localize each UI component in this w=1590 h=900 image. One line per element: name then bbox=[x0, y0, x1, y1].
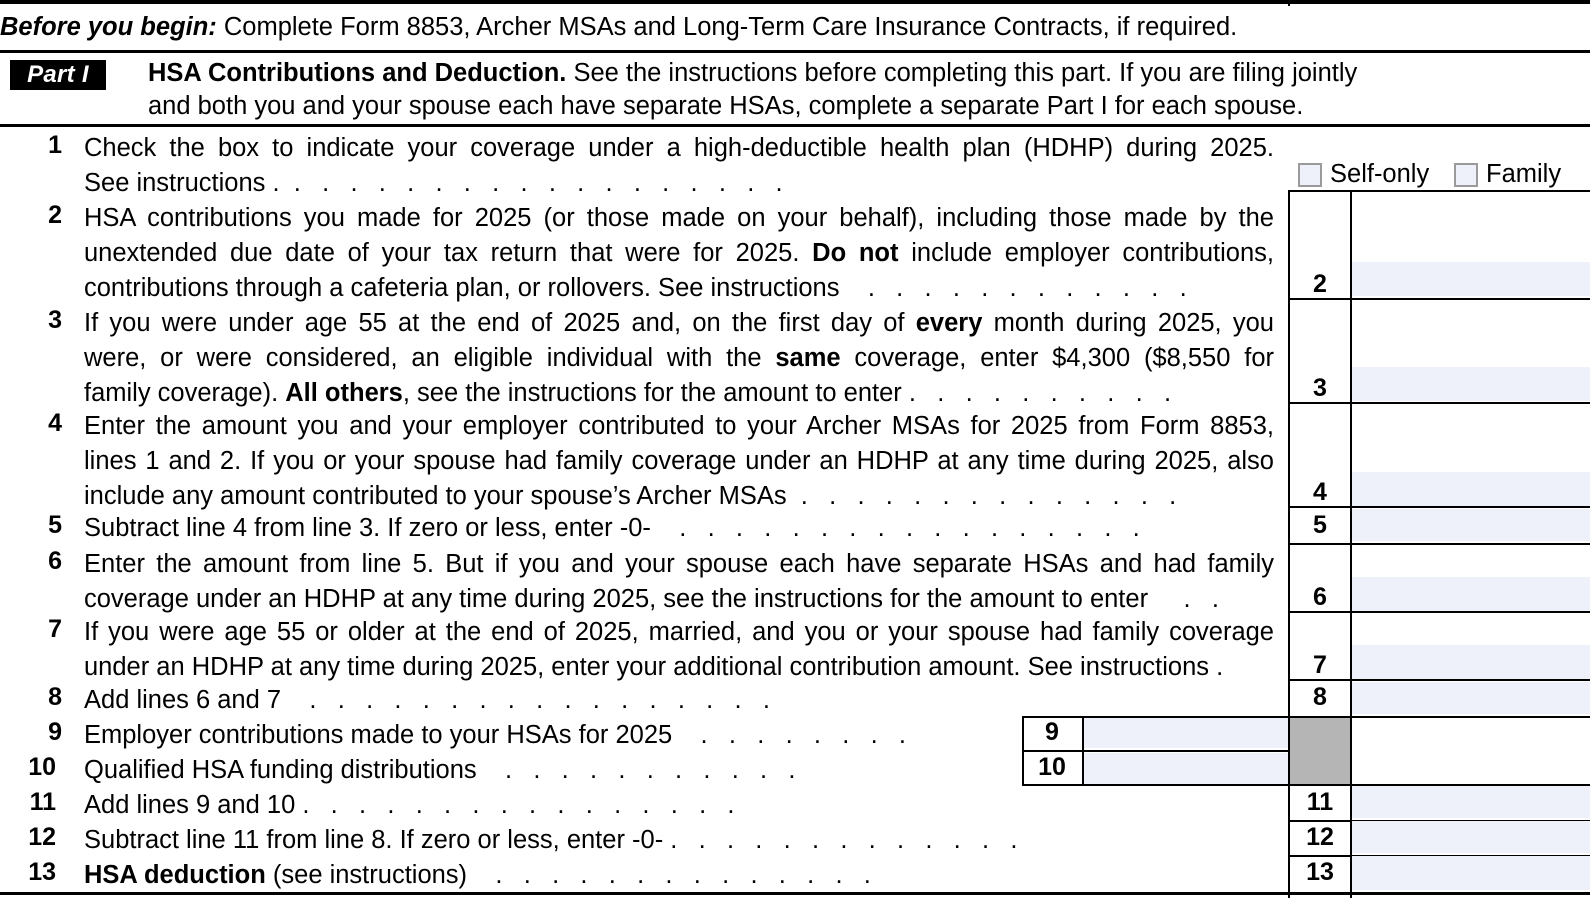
line-4-text-1: Enter the amount you and your employer contributed to your Archer MSAs for 2025 from Form 8853, bbox=[84, 412, 1274, 440]
line-13-amount-field[interactable] bbox=[1352, 856, 1590, 890]
checkbox-self-only-label: Self-only bbox=[1330, 160, 1430, 188]
line-11-cell-number: 11 bbox=[1306, 788, 1334, 816]
line-12-dot-leader: . . . . . . . . . . . . bbox=[677, 826, 1018, 854]
line-7-cell-number: 7 bbox=[1313, 651, 1327, 679]
line-10-description bbox=[84, 753, 1024, 788]
line-6-cell-number: 6 bbox=[1313, 583, 1327, 611]
line-5-number: 5 bbox=[48, 511, 62, 539]
line-6-text-2: coverage under an HDHP at any time during 2025, see the instructions for the amount to enter . . bbox=[84, 585, 1219, 613]
line-9-amount-field[interactable] bbox=[1084, 718, 1288, 748]
rule-line3-bottom bbox=[1288, 402, 1590, 404]
line-5-amount-field[interactable] bbox=[1352, 509, 1590, 541]
line-1-text-1: Check the box to indicate your coverage under a high-deductible health plan (HDHP) during 2025. bbox=[84, 134, 1274, 162]
rule-line2-bottom bbox=[1288, 298, 1590, 300]
line-4-amount-field[interactable] bbox=[1352, 472, 1590, 506]
line-7-number: 7 bbox=[48, 615, 62, 643]
line-4-dot-leader: . . . . . . . . . . . . . . bbox=[786, 482, 1177, 510]
line-4-text-3: include any amount contributed to your spouse’s Archer MSAs . . . . . . . . . . . . . . bbox=[84, 482, 1177, 510]
line-3-amount-field[interactable] bbox=[1352, 367, 1590, 401]
line-10-amount-field[interactable] bbox=[1084, 753, 1288, 784]
top-rule-outer bbox=[0, 0, 1590, 4]
top-rule-tick bbox=[1288, 0, 1290, 6]
rule-line5-bottom bbox=[1288, 543, 1590, 545]
part-title-rest: See the instructions before completing this part. If you are filing jointly bbox=[566, 59, 1358, 87]
rule-line7-bottom bbox=[1288, 679, 1590, 681]
checkbox-self-only[interactable] bbox=[1298, 163, 1322, 187]
line-10-text-1: Qualified HSA funding distributions . . . . . . . . . . . bbox=[84, 756, 796, 784]
line-3-dot-leader: . . . . . . . . . . bbox=[901, 379, 1172, 407]
line-13-number: 13 bbox=[28, 858, 56, 886]
line-11-number: 11 bbox=[29, 788, 56, 816]
line-10-cell-number: 10 bbox=[1038, 753, 1066, 781]
line-2-amount-field[interactable] bbox=[1352, 262, 1590, 296]
line-2-description bbox=[84, 201, 1274, 306]
line-12-description bbox=[84, 823, 1274, 858]
part-title: HSA Contributions and Deduction. bbox=[148, 59, 567, 87]
line-8-text-1: Add lines 6 and 7 . . . . . . . . . . . . . . . . . bbox=[84, 686, 770, 714]
rule-under-before bbox=[0, 50, 1590, 53]
line-2-text-1: HSA contributions you made for 2025 (or those made on your behalf), including those made by the bbox=[84, 204, 1274, 232]
line-12-amount-field[interactable] bbox=[1352, 821, 1590, 853]
line-9-cell-number: 9 bbox=[1045, 718, 1059, 746]
line-9-text-1: Employer contributions made to your HSAs for 2025 . . . . . . . . bbox=[84, 721, 907, 749]
part-title-line2: and both you and your spouse each have separate HSAs, complete a separate Part I for each spouse. bbox=[148, 92, 1304, 120]
line-4-description bbox=[84, 409, 1274, 514]
checkbox-family[interactable] bbox=[1454, 163, 1478, 187]
line-8-number: 8 bbox=[48, 683, 62, 711]
line-11-amount-field[interactable] bbox=[1352, 786, 1590, 818]
line-9-number: 9 bbox=[48, 718, 62, 746]
line-2-text-3: contributions through a cafeteria plan, or rollovers. See instructions . . . . . . . . . . . . bbox=[84, 274, 1187, 302]
line-6-number: 6 bbox=[48, 547, 62, 575]
line-1-number: 1 bbox=[48, 131, 62, 159]
line-8-amount-field[interactable] bbox=[1352, 682, 1590, 714]
line-6-amount-field[interactable] bbox=[1352, 577, 1590, 611]
line-5-dot-leader: . . . . . . . . . . . . . . . . . bbox=[650, 514, 1140, 542]
line-6-description bbox=[84, 547, 1274, 617]
line-11-text-1: Add lines 9 and 10 . . . . . . . . . . . . . . . . bbox=[84, 791, 735, 819]
line-10-number: 10 bbox=[28, 753, 56, 781]
rule-under-part bbox=[0, 124, 1590, 127]
line-2-dot-leader: . . . . . . . . . . . . bbox=[839, 274, 1187, 302]
rule-line6-bottom bbox=[1288, 611, 1590, 613]
part-header-text bbox=[148, 57, 1580, 123]
line-12-number: 12 bbox=[28, 823, 56, 851]
line-13-cell-number: 13 bbox=[1306, 858, 1334, 886]
line-1-text-2: See instructions . . . . . . . . . . . . . . . . . . . bbox=[84, 169, 783, 197]
line-8-cell-number: 8 bbox=[1313, 683, 1327, 711]
rule-line4-bottom bbox=[1288, 506, 1590, 508]
line-5-text-1: Subtract line 4 from line 3. If zero or less, enter -0- . . . . . . . . . . . . . . . . . bbox=[84, 514, 1140, 542]
line-9-description bbox=[84, 718, 1024, 753]
rule-form-bottom bbox=[0, 892, 1590, 895]
line-10-dot-leader: . . . . . . . . . . . bbox=[476, 756, 796, 784]
part-badge: Part I bbox=[10, 60, 106, 90]
checkbox-family-label: Family bbox=[1486, 160, 1562, 188]
line-4-cell-number: 4 bbox=[1313, 478, 1327, 506]
line-13-text-1: HSA deduction (see instructions) . . . . . . . . . . . . . . bbox=[84, 861, 871, 889]
line-3-text-3: family coverage). All others, see the instructions for the amount to enter . . . . . . . . . . bbox=[84, 379, 1172, 407]
before-you-begin-lead: Before you begin: bbox=[0, 13, 217, 41]
line-12-text-1: Subtract line 11 from line 8. If zero or less, enter -0- . . . . . . . . . . . . . bbox=[84, 826, 1018, 854]
line-3-text-2: were, or were considered, an eligible individual with the same coverage, enter $4,300 ($8,550 for bbox=[84, 344, 1274, 372]
rule-line9-bottom bbox=[1022, 750, 1290, 752]
line-5-cell-number: 5 bbox=[1313, 511, 1327, 539]
line-3-number: 3 bbox=[48, 306, 62, 334]
rule-line1-bottom bbox=[1288, 190, 1590, 192]
shaded-block-lines-9-10 bbox=[1290, 718, 1350, 786]
line-13-description bbox=[84, 858, 1274, 893]
line-8-description bbox=[84, 683, 1274, 718]
line-3-text-1: If you were under age 55 at the end of 2025 and, on the first day of every month during 2025, you bbox=[84, 309, 1274, 337]
line-1-dot-leader: . . . . . . . . . . . . . . . . . . . bbox=[265, 169, 783, 197]
line-11-dot-leader: . . . . . . . . . . . . . . . bbox=[309, 791, 735, 819]
line-6-dot-leader: . . bbox=[1148, 585, 1219, 613]
before-you-begin bbox=[0, 8, 1590, 46]
line-2-cell-number: 2 bbox=[1313, 270, 1327, 298]
line-13-dot-leader: . . . . . . . . . . . . . . bbox=[467, 861, 871, 889]
line-9-dot-leader: . . . . . . . . bbox=[672, 721, 907, 749]
line-3-cell-number: 3 bbox=[1313, 374, 1327, 402]
line-7-amount-field[interactable] bbox=[1352, 645, 1590, 679]
line-7-text-1: If you were age 55 or older at the end of 2025, married, and you or your spouse had family coverage bbox=[84, 618, 1274, 646]
line-12-cell-number: 12 bbox=[1306, 823, 1334, 851]
line-7-text-2: under an HDHP at any time during 2025, enter your additional contribution amount. See instructions . bbox=[84, 653, 1224, 681]
line-4-text-2: lines 1 and 2. If you or your spouse had family coverage under an HDHP at any time during 2025, also bbox=[84, 447, 1274, 475]
before-you-begin-text: Complete Form 8853, Archer MSAs and Long-Term Care Insurance Contracts, if required. bbox=[216, 13, 1238, 41]
line-1-description bbox=[84, 131, 1274, 201]
line-4-number: 4 bbox=[48, 409, 62, 437]
line-6-text-1: Enter the amount from line 5. But if you and your spouse each have separate HSAs and had family bbox=[84, 550, 1274, 578]
line-3-description bbox=[84, 306, 1274, 411]
line-7-description bbox=[84, 615, 1274, 685]
line-5-description bbox=[84, 511, 1274, 546]
line-2-number: 2 bbox=[48, 201, 62, 229]
line-8-dot-leader: . . . . . . . . . . . . . . . . . bbox=[281, 686, 770, 714]
line-11-description bbox=[84, 788, 1274, 823]
line-2-text-2: unextended due date of your tax return that were for 2025. Do not include employer contributions, bbox=[84, 239, 1274, 267]
